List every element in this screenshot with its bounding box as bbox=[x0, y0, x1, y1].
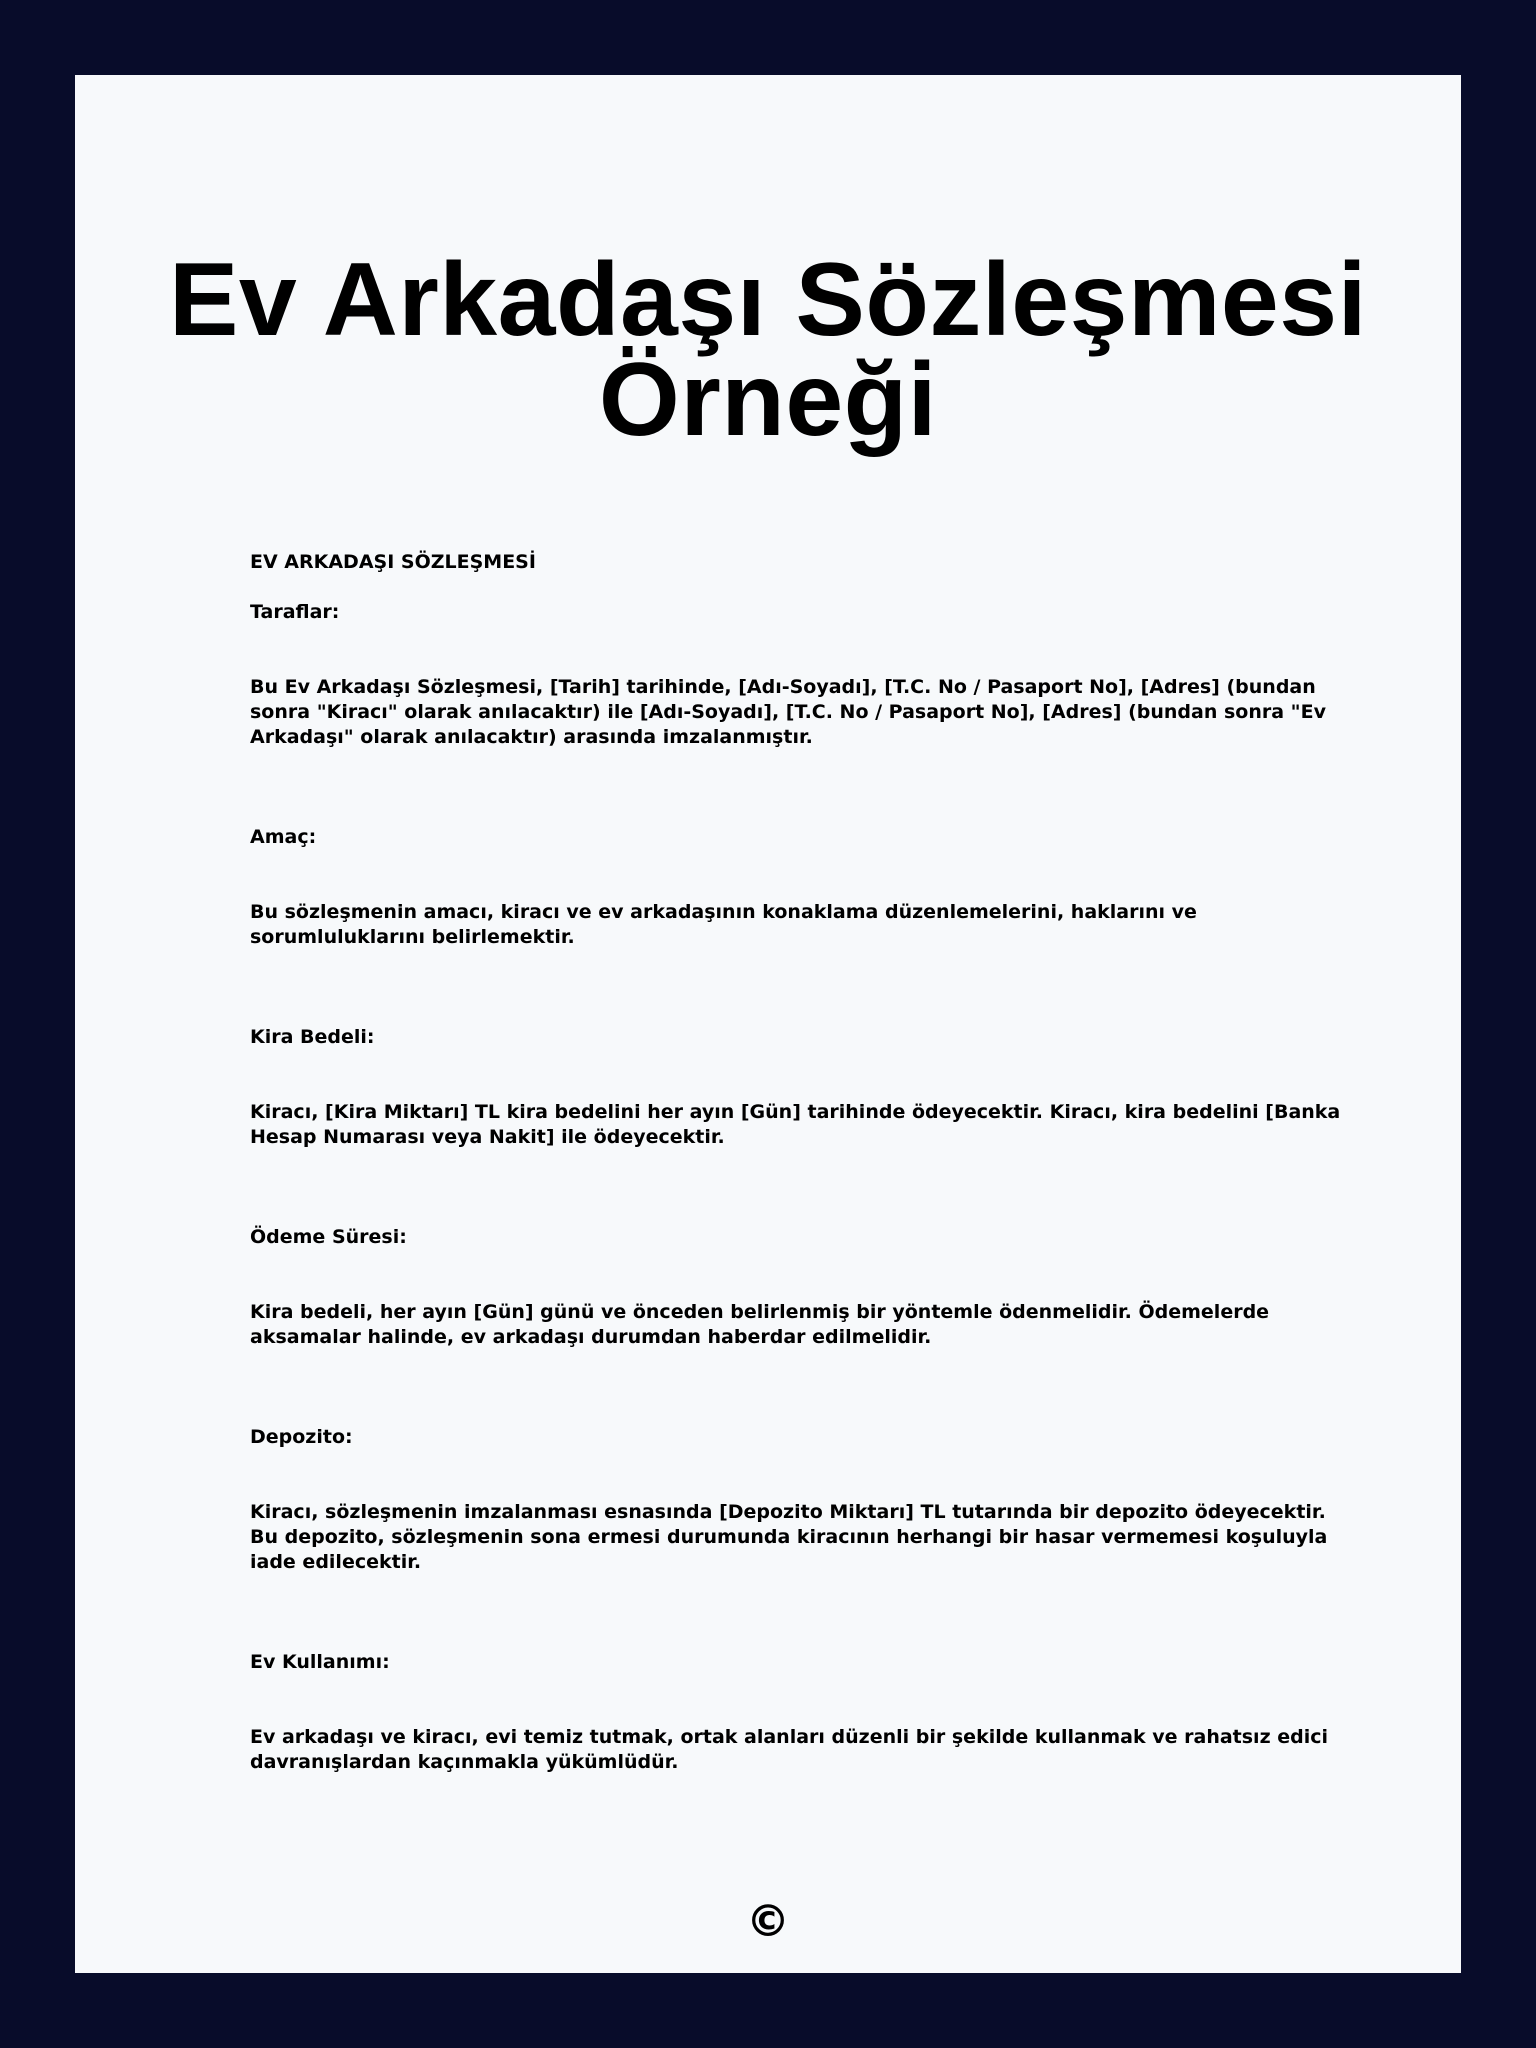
document-title: Ev Arkadaşı Sözleşmesi Örneği bbox=[168, 242, 1367, 458]
section-text: Kira bedeli, her ayın [Gün] günü ve önceden belirlenmiş bir yöntemle ödenmelidir. Ödemelerde aksamalar halinde, ev arkadaşı durumdan haberdar edilmelidir. bbox=[250, 1301, 1270, 1348]
document-body bbox=[250, 550, 1350, 1850]
section-label: Depozito: bbox=[250, 1426, 353, 1448]
contract-heading: EV ARKADAŞI SÖZLEŞMESİ bbox=[250, 551, 536, 573]
section-house-use bbox=[250, 1650, 1350, 1775]
section-text: Kiracı, [Kira Miktarı] TL kira bedelini her ayın [Gün] tarihinde ödeyecektir. Kiracı, kira bedelini [Banka Hesap Numarası veya Nakit] ile ödeyecektir. bbox=[250, 1101, 1341, 1148]
section-text: Bu Ev Arkadaşı Sözleşmesi, [Tarih] tarihinde, [Adı-Soyadı], [T.C. No / Pasaport No], [Adres] (bundan sonra "Kiracı" olarak anılacaktır) ile [Adı-Soyadı], [T.C. No / Pasaport No], [Adres] (bundan sonra "Ev Arkadaşı" olarak anılacaktır) arasında imzalanmıştır. bbox=[250, 676, 1326, 748]
section-label: Taraflar: bbox=[250, 601, 340, 623]
section-label: Ev Kullanımı: bbox=[250, 1651, 390, 1673]
section-label: Amaç: bbox=[250, 826, 317, 848]
section-label: Ödeme Süresi: bbox=[250, 1226, 407, 1248]
section-text: Bu sözleşmenin amacı, kiracı ve ev arkadaşının konaklama düzenlemelerini, haklarını ve sorumluluklarını belirlemektir. bbox=[250, 901, 1197, 948]
section-text: Kiracı, sözleşmenin imzalanması esnasında [Depozito Miktarı] TL tutarında bir depozito ödeyecektir. Bu depozito, sözleşmenin sona ermesi durumunda kiracının herhangi bir hasar vermemesi koşuluyla iade edilecektir. bbox=[250, 1501, 1328, 1573]
section-rent bbox=[250, 1025, 1350, 1150]
section-deposit bbox=[250, 1425, 1350, 1575]
document-page bbox=[75, 75, 1461, 1973]
section-payment-period bbox=[250, 1225, 1350, 1350]
section-label: Kira Bedeli: bbox=[250, 1026, 375, 1048]
section-purpose bbox=[250, 825, 1350, 950]
section-text: Ev arkadaşı ve kiracı, evi temiz tutmak, ortak alanları düzenli bir şekilde kullanmak ve rahatsız edici davranışlardan kaçınmakla yükümlüdür. bbox=[250, 1726, 1329, 1773]
copyright-icon: © bbox=[746, 1896, 790, 1947]
section-parties bbox=[250, 600, 1350, 750]
